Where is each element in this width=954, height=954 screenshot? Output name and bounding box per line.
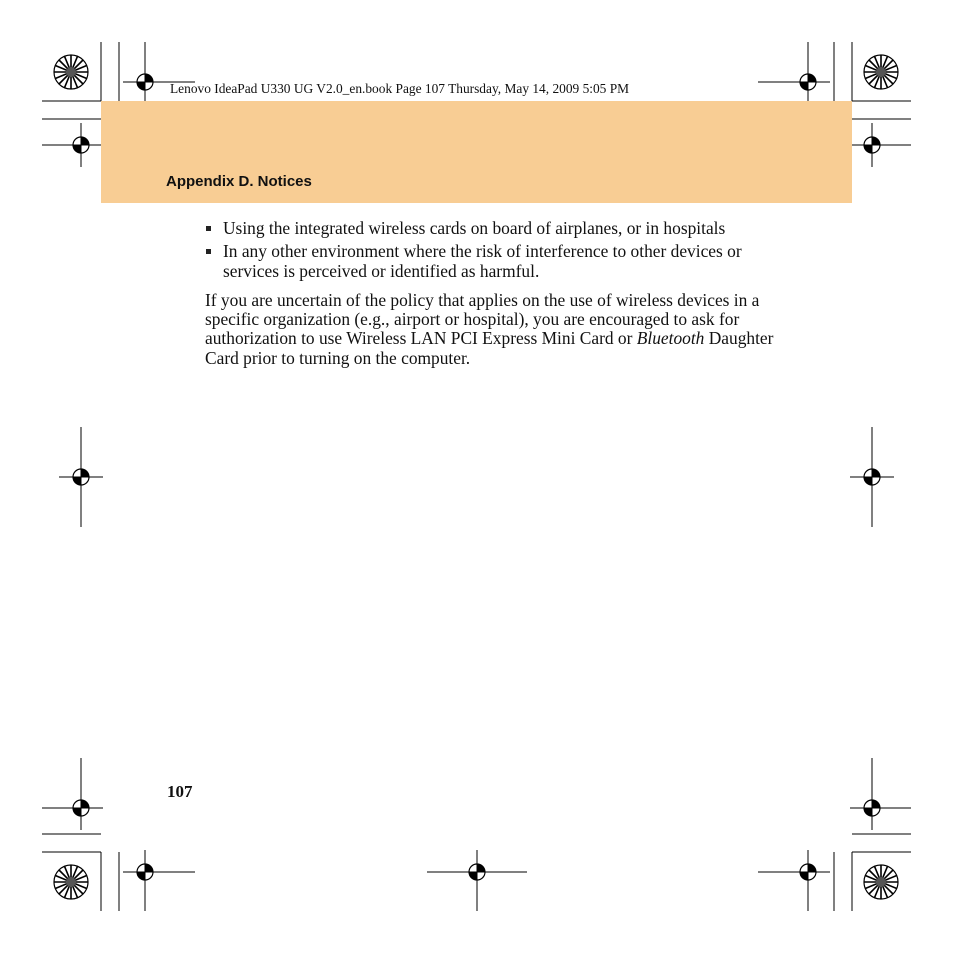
body-paragraph [205,291,775,368]
color-target-icon [864,865,898,899]
paragraph-lead: If you are uncertain of the policy that applies on the use of wireless devices in a specific organization (e.g., airport or hospital), you are encouraged to ask for authorization to use Wireless LAN PCI Express Mini Card or [205,289,760,349]
bullet-square-icon [206,226,211,231]
registration-mark-icon [455,850,499,894]
bullet-list [205,219,775,281]
registration-mark-icon [850,455,894,499]
registration-mark-icon [59,455,103,499]
print-header: Lenovo IdeaPad U330 UG V2.0_en.book Page 107 Thursday, May 14, 2009 5:05 PM [170,81,630,96]
color-target-icon [864,55,898,89]
registration-mark-icon [59,123,103,167]
list-item [205,219,775,238]
registration-mark-icon [786,850,830,894]
page-content [205,219,775,368]
registration-mark-icon [850,123,894,167]
section-title: Appendix D. Notices [166,173,312,190]
registration-mark-icon [786,60,830,104]
color-target-icon [54,55,88,89]
registration-mark-icon [123,60,167,104]
paragraph-tail: Daughter Card prior to turning on the computer. [205,328,774,368]
bullet-text: Using the integrated wireless cards on board of airplanes, or in hospitals [223,218,726,238]
list-item [205,242,775,281]
paragraph-italic-term: Bluetooth [636,328,705,349]
color-target-icon [54,865,88,899]
registration-mark-icon [123,850,167,894]
registration-mark-icon [59,786,103,830]
registration-mark-icon [850,786,894,830]
bullet-text: In any other environment where the risk of interference to other devices or services is perceived or identified as harmful. [223,241,742,281]
page-number: 107 [167,782,193,801]
bullet-square-icon [206,249,211,254]
